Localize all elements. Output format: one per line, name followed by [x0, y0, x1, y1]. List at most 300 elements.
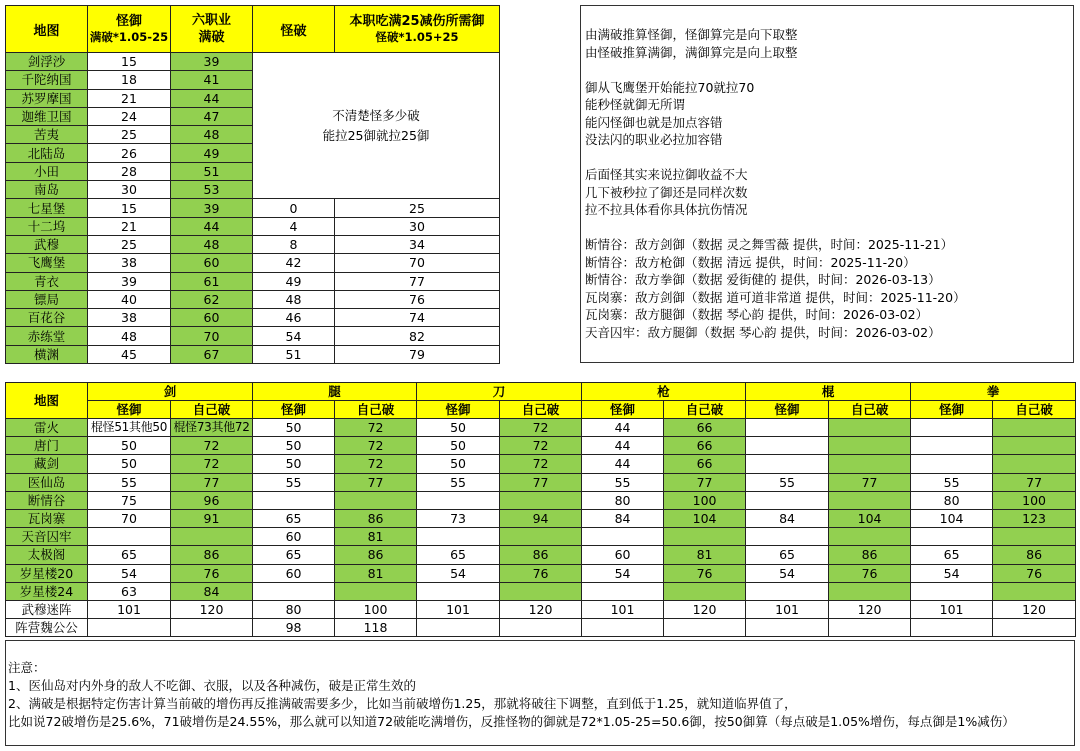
header-six-class-label: 六职业: [191, 13, 231, 28]
cell-own-pen: 91: [171, 509, 253, 527]
bottom-table-header-row-weapons: [6, 383, 1076, 401]
cell-map: 苏罗摩国: [6, 89, 88, 107]
cell-monster-def: 55: [253, 473, 335, 491]
cell-own-pen: 72: [171, 437, 253, 455]
cell-own-pen: 86: [171, 546, 253, 564]
header-map: [6, 6, 88, 53]
cell-monster-def: [746, 619, 829, 637]
cell-monster-def: [911, 419, 993, 437]
cell-monster-def: 30: [88, 181, 171, 199]
cell-own-pen: 66: [664, 419, 746, 437]
cell-own-pen: 76: [664, 564, 746, 582]
header-own-pen: 自己破: [829, 401, 911, 419]
bottom-table-row: [6, 582, 1076, 600]
note-line: 能秒怪就御无所谓: [585, 97, 686, 112]
cell-monster-def: 80: [582, 491, 664, 509]
cell-monster-def: [746, 528, 829, 546]
cell-monster-def: 60: [253, 528, 335, 546]
note-line: 后面怪其实来说拉御收益不大: [585, 167, 748, 182]
cell-six-class-pen: 61: [171, 272, 253, 290]
cell-map: 小田: [6, 162, 88, 180]
cell-own-pen: [993, 528, 1076, 546]
top-table-row: [6, 217, 500, 235]
cell-monster-pen: 4: [253, 217, 335, 235]
cell-own-pen: [500, 582, 582, 600]
cell-own-pen: 120: [829, 600, 911, 618]
cell-own-pen: 76: [500, 564, 582, 582]
cell-map: 七星堡: [6, 199, 88, 217]
cell-monster-pen: 42: [253, 254, 335, 272]
cell-monster-def: 80: [911, 491, 993, 509]
cell-own-pen: [829, 419, 911, 437]
cell-monster-def: 50: [253, 455, 335, 473]
merged-note-cell: [253, 53, 500, 199]
header-weapon: 拳: [911, 383, 1076, 401]
cell-monster-def: [417, 491, 500, 509]
cell-own-pen: 72: [500, 419, 582, 437]
cell-monster-def: [582, 619, 664, 637]
header-weapon: 枪: [582, 383, 746, 401]
cell-own-pen: 76: [993, 564, 1076, 582]
cell-need-def: 70: [335, 254, 500, 272]
note-line: [585, 219, 1069, 237]
cell-own-pen: 72: [335, 455, 417, 473]
bottom-table-row: [6, 491, 1076, 509]
cell-need-def: 34: [335, 235, 500, 253]
cell-own-pen: [335, 582, 417, 600]
header-six-class: [171, 6, 253, 53]
cell-own-pen: 72: [500, 437, 582, 455]
cell-monster-def: 50: [88, 455, 171, 473]
cell-monster-def: 26: [88, 144, 171, 162]
cell-six-class-pen: 48: [171, 235, 253, 253]
cell-own-pen: 104: [829, 509, 911, 527]
top-table-row: [6, 199, 500, 217]
cell-monster-def: [746, 437, 829, 455]
cell-monster-def: 65: [417, 546, 500, 564]
cell-own-pen: 120: [500, 600, 582, 618]
cell-monster-def: [746, 419, 829, 437]
cell-monster-def: 50: [417, 437, 500, 455]
cell-map: 赤练堂: [6, 327, 88, 345]
cell-map: 藏剑: [6, 455, 88, 473]
cell-monster-def: [746, 491, 829, 509]
cell-six-class-pen: 60: [171, 254, 253, 272]
cell-monster-pen: 46: [253, 309, 335, 327]
cell-own-pen: 77: [171, 473, 253, 491]
cell-monster-def: 65: [253, 509, 335, 527]
bottom-table-row: [6, 455, 1076, 473]
cell-six-class-pen: 67: [171, 345, 253, 363]
bottom-table-row: [6, 419, 1076, 437]
cell-monster-def: [911, 455, 993, 473]
cell-six-class-pen: 41: [171, 71, 253, 89]
cell-own-pen: [993, 437, 1076, 455]
cell-own-pen: 66: [664, 455, 746, 473]
cell-own-pen: 77: [500, 473, 582, 491]
cell-map: 天音囚牢: [6, 528, 88, 546]
cell-own-pen: 120: [664, 600, 746, 618]
cell-own-pen: 77: [335, 473, 417, 491]
cell-monster-def: 50: [253, 419, 335, 437]
cell-monster-def: 24: [88, 107, 171, 125]
cell-map: 十二坞: [6, 217, 88, 235]
cell-own-pen: [500, 619, 582, 637]
cell-own-pen: 77: [664, 473, 746, 491]
cell-own-pen: [829, 619, 911, 637]
note-line: 御从飞鹰堡开始能拉70就拉70: [585, 79, 755, 95]
notes-box: [580, 5, 1074, 363]
cell-monster-def: 101: [417, 600, 500, 618]
cell-monster-def: 55: [417, 473, 500, 491]
header-weapon: 腿: [253, 383, 417, 401]
top-table-row: [6, 327, 500, 345]
cell-monster-def: [417, 582, 500, 600]
cell-six-class-pen: 60: [171, 309, 253, 327]
cell-monster-def: 101: [746, 600, 829, 618]
cell-monster-def: 65: [88, 546, 171, 564]
top-table-row: [6, 345, 500, 363]
bottom-table-row: [6, 528, 1076, 546]
cell-own-pen: [664, 528, 746, 546]
cell-own-pen: 118: [335, 619, 417, 637]
cell-monster-def: 50: [417, 419, 500, 437]
cell-monster-def: [253, 491, 335, 509]
cell-monster-def: 54: [417, 564, 500, 582]
cell-own-pen: 86: [335, 546, 417, 564]
note-line: 断情谷：敌方拳御（数据 爱街健的 提供，时间：2026-03-13）: [585, 272, 941, 287]
weapon-defense-table: [5, 382, 1076, 637]
cell-monster-def: 54: [911, 564, 993, 582]
cell-monster-def: 54: [746, 564, 829, 582]
cell-monster-def: 73: [417, 509, 500, 527]
cell-own-pen: 72: [335, 419, 417, 437]
top-table-row: [6, 235, 500, 253]
cell-six-class-pen: 70: [171, 327, 253, 345]
cell-six-class-pen: 39: [171, 199, 253, 217]
header-own-pen: 自己破: [664, 401, 746, 419]
header-need-def-sub: 怪破*1.05+25: [375, 30, 459, 44]
cell-need-def: 77: [335, 272, 500, 290]
cell-map: 武穆迷阵: [6, 600, 88, 618]
header-map: 地图: [6, 383, 88, 419]
cell-map: 镖局: [6, 290, 88, 308]
cell-monster-def: 39: [88, 272, 171, 290]
cell-map: 唐门: [6, 437, 88, 455]
cell-monster-pen: 0: [253, 199, 335, 217]
cell-monster-pen: 49: [253, 272, 335, 290]
header-weapon: 剑: [88, 383, 253, 401]
header-own-pen: 自己破: [335, 401, 417, 419]
note-line: 能闪怪御也就是加点容错: [585, 114, 723, 130]
cell-map: 雷火: [6, 419, 88, 437]
cell-monster-def: 15: [88, 199, 171, 217]
cell-own-pen: 81: [664, 546, 746, 564]
cell-own-pen: [664, 582, 746, 600]
cell-monster-def: 55: [88, 473, 171, 491]
cell-own-pen: [993, 582, 1076, 600]
note-line: 断情谷：敌方剑御（数据 灵之舞雪薇 提供，时间：2025-11-21）: [585, 237, 954, 252]
cell-own-pen: 77: [829, 473, 911, 491]
cell-own-pen: 120: [171, 600, 253, 618]
header-monster-pen-label: 怪破: [280, 23, 307, 39]
bottom-table-row: [6, 619, 1076, 637]
cell-own-pen: [829, 455, 911, 473]
cell-monster-def: 50: [253, 437, 335, 455]
cell-map: 横渊: [6, 345, 88, 363]
cell-monster-def: 38: [88, 309, 171, 327]
header-own-pen: 自己破: [500, 401, 582, 419]
cell-own-pen: 104: [664, 509, 746, 527]
cell-map: 断情谷: [6, 491, 88, 509]
header-monster-def: [88, 6, 171, 53]
cell-own-pen: 72: [500, 455, 582, 473]
cell-monster-def: 101: [582, 600, 664, 618]
cell-monster-def: 54: [582, 564, 664, 582]
cell-own-pen: [829, 582, 911, 600]
cell-monster-def: 棍怪51其他50: [88, 419, 171, 437]
cell-own-pen: 72: [335, 437, 417, 455]
cell-six-class-pen: 49: [171, 144, 253, 162]
header-weapon: 刀: [417, 383, 582, 401]
cell-own-pen: 120: [993, 600, 1076, 618]
cell-monster-def: 84: [746, 509, 829, 527]
cell-monster-def: [88, 619, 171, 637]
cell-own-pen: [829, 528, 911, 546]
header-monster-def-sub: 满破*1.05-25: [89, 30, 169, 44]
cell-six-class-pen: 53: [171, 181, 253, 199]
top-table-row: [6, 290, 500, 308]
header-weapon: 棍: [746, 383, 911, 401]
cell-monster-def: 44: [582, 455, 664, 473]
cell-own-pen: [335, 491, 417, 509]
cell-monster-def: 55: [582, 473, 664, 491]
cell-monster-pen: 48: [253, 290, 335, 308]
cell-own-pen: 123: [993, 509, 1076, 527]
merged-note-line2: 能拉25御就拉25御: [322, 127, 430, 143]
cell-own-pen: 86: [829, 546, 911, 564]
cell-monster-def: 50: [88, 437, 171, 455]
cell-six-class-pen: 48: [171, 126, 253, 144]
top-table-row: [6, 272, 500, 290]
note-line: 天音囚牢：敌方腿御（数据 琴心韵 提供，时间：2026-03-02）: [585, 324, 941, 340]
cell-six-class-pen: 44: [171, 217, 253, 235]
cell-monster-def: [582, 582, 664, 600]
cell-monster-def: [911, 437, 993, 455]
cell-monster-def: [582, 528, 664, 546]
cell-own-pen: 76: [171, 564, 253, 582]
cell-own-pen: 81: [335, 564, 417, 582]
cell-own-pen: 72: [171, 455, 253, 473]
cell-own-pen: 棍怪73其他72: [171, 419, 253, 437]
note-line: 拉不拉具体看你具体抗伤情况: [585, 202, 748, 217]
header-map-label: 地图: [33, 23, 60, 39]
cell-monster-def: 55: [746, 473, 829, 491]
cell-own-pen: 84: [171, 582, 253, 600]
cell-monster-def: 28: [88, 162, 171, 180]
cell-monster-def: [911, 582, 993, 600]
bottom-table-row: [6, 564, 1076, 582]
footer-notes: [5, 640, 1075, 746]
cell-monster-def: 65: [746, 546, 829, 564]
cell-map: 南岛: [6, 181, 88, 199]
cell-six-class-pen: 44: [171, 89, 253, 107]
header-own-pen: 自己破: [171, 401, 253, 419]
header-monster-def: 怪御: [253, 401, 335, 419]
bottom-table-header-row-sub: [6, 401, 1076, 419]
footer-note-line: 注意：: [8, 660, 46, 675]
cell-map: 医仙岛: [6, 473, 88, 491]
cell-six-class-pen: 39: [171, 53, 253, 71]
cell-monster-def: 21: [88, 217, 171, 235]
cell-monster-def: 40: [88, 290, 171, 308]
note-line: 断情谷：敌方枪御（数据 清远 提供，时间：2025-11-20）: [585, 254, 916, 270]
cell-monster-def: 63: [88, 582, 171, 600]
cell-monster-def: 65: [253, 546, 335, 564]
cell-need-def: 30: [335, 217, 500, 235]
cell-own-pen: 77: [993, 473, 1076, 491]
cell-need-def: 76: [335, 290, 500, 308]
footer-note-line: 1、医仙岛对内外身的敌人不吃御、衣服，以及各种减伤，破是正常生效的: [8, 678, 416, 693]
cell-monster-def: [911, 528, 993, 546]
cell-own-pen: [829, 491, 911, 509]
cell-own-pen: [993, 419, 1076, 437]
cell-need-def: 82: [335, 327, 500, 345]
footer-note-line: 比如说72破增伤是25.6%，71破增伤是24.55%，那么就可以知道72破能吃满增伤，反推怪物的御就是72*1.05-25=50.6御，按50御算（每点破是1.05%增伤，每点御是1%减伤）: [8, 714, 1015, 729]
bottom-table-row: [6, 546, 1076, 564]
merged-note-line1: 不清楚怪多少破: [332, 107, 420, 123]
cell-map: 岁星楼24: [6, 582, 88, 600]
cell-monster-def: 44: [582, 419, 664, 437]
cell-map: 千陀纳国: [6, 71, 88, 89]
cell-own-pen: [171, 528, 253, 546]
cell-monster-def: [746, 582, 829, 600]
cell-own-pen: 66: [664, 437, 746, 455]
cell-monster-def: [253, 582, 335, 600]
bottom-table-row: [6, 473, 1076, 491]
cell-map: 剑浮沙: [6, 53, 88, 71]
note-line: [585, 61, 1069, 79]
cell-own-pen: [500, 491, 582, 509]
header-monster-def: 怪御: [582, 401, 664, 419]
cell-own-pen: 86: [335, 509, 417, 527]
cell-map: 青衣: [6, 272, 88, 290]
header-monster-def-label: 怪御: [115, 14, 142, 29]
cell-monster-pen: 54: [253, 327, 335, 345]
cell-own-pen: [829, 437, 911, 455]
note-line: 由怪破推算满御，满御算完是向上取整: [585, 44, 798, 60]
cell-own-pen: [500, 528, 582, 546]
cell-own-pen: 100: [335, 600, 417, 618]
bottom-table-row: [6, 509, 1076, 527]
header-need-def-label: 本职吃满25减伤所需御: [349, 14, 485, 29]
cell-need-def: 25: [335, 199, 500, 217]
cell-map: 北陆岛: [6, 144, 88, 162]
header-monster-def: 怪御: [417, 401, 500, 419]
note-line: 瓦岗寨：敌方腿御（数据 琴心韵 提供，时间：2026-03-02）: [585, 307, 929, 322]
header-need-def: [335, 6, 500, 53]
cell-monster-def: [746, 455, 829, 473]
cell-own-pen: 81: [335, 528, 417, 546]
cell-monster-def: 50: [417, 455, 500, 473]
cell-monster-def: 60: [253, 564, 335, 582]
monster-defense-table: [5, 5, 500, 364]
cell-own-pen: [993, 455, 1076, 473]
cell-monster-def: 70: [88, 509, 171, 527]
bottom-table-row: [6, 600, 1076, 618]
cell-monster-def: 75: [88, 491, 171, 509]
cell-map: 武穆: [6, 235, 88, 253]
cell-own-pen: [171, 619, 253, 637]
cell-monster-def: [88, 528, 171, 546]
cell-monster-def: 98: [253, 619, 335, 637]
cell-monster-def: 104: [911, 509, 993, 527]
cell-map: 迦维卫国: [6, 107, 88, 125]
cell-map: 百花谷: [6, 309, 88, 327]
cell-own-pen: [664, 619, 746, 637]
cell-own-pen: 86: [500, 546, 582, 564]
cell-monster-def: 18: [88, 71, 171, 89]
cell-monster-def: 38: [88, 254, 171, 272]
cell-monster-def: 45: [88, 345, 171, 363]
note-line: 没法闪的职业必拉加容错: [585, 132, 723, 147]
cell-monster-def: 21: [88, 89, 171, 107]
top-table-row: [6, 309, 500, 327]
cell-map: 太极阁: [6, 546, 88, 564]
cell-need-def: 74: [335, 309, 500, 327]
cell-map: 瓦岗寨: [6, 509, 88, 527]
cell-own-pen: 86: [993, 546, 1076, 564]
note-line: 由满破推算怪御，怪御算完是向下取整: [585, 27, 798, 42]
cell-monster-def: 25: [88, 126, 171, 144]
cell-map: 阵营魏公公: [6, 619, 88, 637]
cell-map: 苦夷: [6, 126, 88, 144]
cell-own-pen: 76: [829, 564, 911, 582]
cell-map: 岁星楼20: [6, 564, 88, 582]
cell-own-pen: 100: [664, 491, 746, 509]
cell-monster-def: 44: [582, 437, 664, 455]
cell-map: 飞鹰堡: [6, 254, 88, 272]
cell-six-class-pen: 51: [171, 162, 253, 180]
cell-monster-def: 101: [911, 600, 993, 618]
cell-own-pen: 94: [500, 509, 582, 527]
cell-monster-pen: 8: [253, 235, 335, 253]
header-monster-def: 怪御: [88, 401, 171, 419]
cell-monster-def: 65: [911, 546, 993, 564]
cell-own-pen: [993, 619, 1076, 637]
top-table-row: [6, 53, 500, 71]
cell-monster-def: 55: [911, 473, 993, 491]
top-table-row: [6, 254, 500, 272]
cell-monster-def: [911, 619, 993, 637]
header-six-class-sub: 满破: [198, 30, 225, 45]
cell-monster-def: 80: [253, 600, 335, 618]
cell-own-pen: 100: [993, 491, 1076, 509]
cell-monster-def: [417, 619, 500, 637]
cell-monster-def: 48: [88, 327, 171, 345]
note-line: [585, 149, 1069, 167]
top-table-header-row: [6, 6, 500, 53]
note-line: 几下被秒拉了御还是同样次数: [585, 184, 748, 200]
header-monster-def: 怪御: [746, 401, 829, 419]
cell-monster-def: 101: [88, 600, 171, 618]
header-own-pen: 自己破: [993, 401, 1076, 419]
cell-own-pen: 96: [171, 491, 253, 509]
cell-monster-def: 84: [582, 509, 664, 527]
header-monster-pen: [253, 6, 335, 53]
cell-monster-def: 60: [582, 546, 664, 564]
cell-six-class-pen: 62: [171, 290, 253, 308]
